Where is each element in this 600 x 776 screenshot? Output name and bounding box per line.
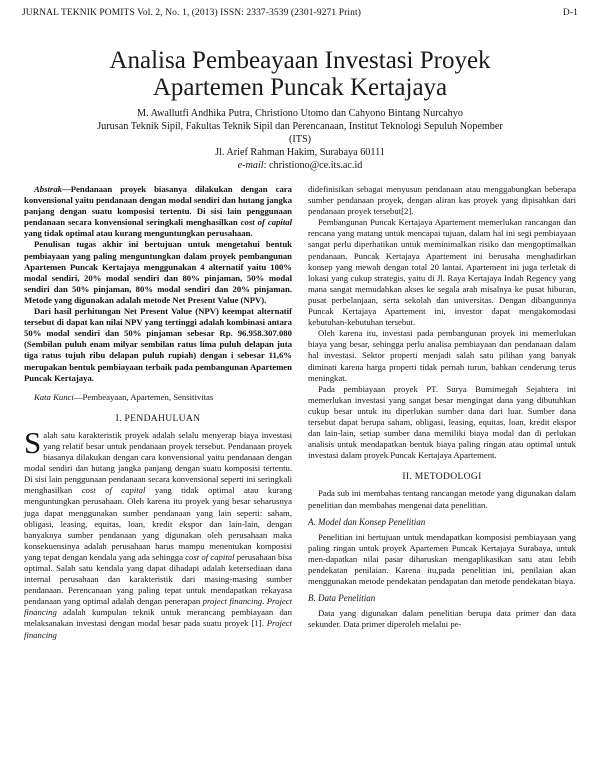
email-label: e-mail <box>237 160 264 171</box>
author-names: M. Awallutfi Andhika Putra, Christiono Utomo dan Cahyono Bintang Nurcahyo <box>137 108 463 119</box>
intro-p1-g: . <box>262 596 267 607</box>
subheading-data: B. Data Penelitian <box>308 593 376 604</box>
right-column <box>308 184 576 630</box>
intro-p1-c: yang tidak optimal atau kurang menguntungkan perusahaan. Oleh karena itu proyek yang besar seharusnya juga dapat menggunakan sumber pendanaan yang lain seperti: saham, obligasi, leasing, equitas, loan, kredit ekspor dan lain-lain, dengan banyaknya sumber pendanaan yang digunakan oleh perusahaan maka konsekuensinya adalah perusahaan harus mampu menentukan komposisi yang tepat dengan kendala yang ada sehingga <box>24 485 292 562</box>
keywords-label: Kata Kunci <box>34 391 74 402</box>
intro-p1 <box>24 424 292 641</box>
metodologi-pB: Data yang digunakan dalam penelitian berupa data primer dan data sekunder. Data primer diperoleh melalui pe- <box>308 608 576 630</box>
keywords-text: —Pembeayaan, Apartemen, Sensitivitas <box>73 391 214 402</box>
intro-p1-e: perusahaan bisa optimal. Salah satu kendala yang dapat dihadapi adalah ketersediaan dana internal perusahaan dan karakteristik dari masing-masing sumber pendanaan. Perencanaan yang paling tepat untuk mendapatkan rekayasa pendanaan yang optimal adalah dengan penerapan <box>24 551 292 607</box>
intro-p1-h: Project financing <box>24 596 292 618</box>
abstract-p3: Dari hasil perhitungan Net Present Value (NPV) keempat alternatif tersebut di dapat kan nilai NPV yang tertinggi adalah kombinasi antara 50% modal sendiri dan 50% pinjaman sebesar Rp. 96.958.307.080 (Sembilan puluh enam milyar sembilan ratus lima puluh delapan juta tiga ratus tujuh ribu delapan puluh rupiah) dengan i sebesar 11,6% merupakan bentuk pembiayaan terbaik pada pembangunan Apartemen Puncak Kertajaya. <box>24 306 292 383</box>
keywords <box>24 392 292 403</box>
abstract-text-c: yang tidak optimal atau kurang menguntungkan perusahaan. <box>24 228 253 239</box>
intro-p4: Pada pembiayaan proyek PT. Surya Bumimegah Sejahtera ini memerlukan investasi yang sangat besar mengingat dana yang dibutuhkan cukup besar untuk itu diperlukan sumber dana dari luar. Sumber dana tersebut dapat berupa saham, obligasi, leasing, equitas, loan, kredit ekspor dan lain-lain, setiap sumber dana memiliki biaya modal dan di perlukan analisis untuk mendapatkan bentuk biaya paling ringan atau optimal untuk investasi dalam proyek Puncak Kertajaya Apartement. <box>308 383 576 461</box>
title-line-2: Apartemen Puncak Kertajaya <box>152 74 448 101</box>
address: Jl. Arief Rahman Hakim, Surabaya 60111 <box>215 147 385 158</box>
intro-p1-j: Project financing <box>24 618 292 640</box>
intro-p1-i: adalah kumpulan teknik untuk merancang pembiayaan dan melaksanakan investasi dengan modal besar pada suatu proyek [1]. <box>24 607 292 629</box>
left-column <box>24 184 292 641</box>
abstract-text-a: —Pendanaan proyek biasanya dilakukan dengan cara konvensional yaitu pendanaan dengan modal sendiri dan hutang jangka panjang dengan suatu komposisi tertentu. Di sisi lain penggunaan pendanaan secara konvensional seringkali menghasilkan <box>24 184 292 228</box>
abstract-p1 <box>24 184 292 239</box>
affiliation: Jurusan Teknik Sipil, Fakultas Teknik Sipil dan Perencanaan, Institut Teknologi Sepuluh Nopember <box>97 121 503 132</box>
affiliation-its: (ITS) <box>288 134 312 145</box>
intro-p1-a: alah satu karakteristik proyek adalah selalu menyerap biaya investasi yang relatif besar untuk pendanaan proyek tersebut. Pendanaan proyek biasanya dilakukan dengan cara konvensional yaitu pendanaan dengan modal sendiri dan hutang jangka panjang dengan suatu komposisi tertentu. Di sisi lain penggunaan pendanaan secara konvensional seperti ini seringkali menghasilkan <box>24 429 292 496</box>
running-head <box>22 8 578 18</box>
author-block <box>20 107 580 172</box>
section-heading-pendahuluan: I. PENDAHULUAN <box>115 412 201 424</box>
journal-info: JURNAL TEKNIK POMITS Vol. 2, No. 1, (2013) ISSN: 2337-3539 (2301-9271 Print) <box>22 8 361 18</box>
intro-p2: Pembangunan Puncak Kertajaya Apartement memerlukan rancangan dan rencana yang matang untuk mencapai tujuan, dalam hal ini segi pembiayaan sangat perlu diperhatikan untuk meminimalkan risiko dan mengoptimalkan pendanaan. Puncak Kertajaya Apartement ini berusaha menghadirkan konsep yang mewah dengan total 20 lantai. Apartement ini juga terletak di lokasi yang cukup strategis, yaitu di Jl. Raya Kertajaya Indah Regency yang mana sangat memudahkan akses ke segala arah misalnya ke pusat hiburan, pusat perbelanjaan, serta sekolah dan universitas. Dengan dibangunnya Puncak Kertajaya Apartement ini, investor dapat mengakomodasi kebutuhan-kebutuhan tersebut. <box>308 217 576 328</box>
intro-p1-continued: didefinisikan sebagai menyusun pendanaan atau menggabungkan beberapa sumber pendanaan proyek, dengan aliran kas proyek yang dipisahkan dari pendanaan proyek tersebut[2]. <box>308 184 576 217</box>
abstract-text-b: cost of capital <box>240 217 293 228</box>
metodologi-pA: Penelitian ini bertujuan untuk mendapatkan komposisi pembiayaan yang paling ringan untuk proyek Apartemen Puncak Kertajaya Surabaya, untuk men-dapatkan nilai pasar diharuskan mengaplikasikan satu atau lebih pendekatan penilaian. Karena itu,pada penelitian ini, penilaian akan menggunakan metode pendekatan pendapatan dan metode pendekatan biaya. <box>308 531 576 587</box>
abstract-label: Abstrak <box>34 184 63 194</box>
email-address: : christiono@ce.its.ac.id <box>263 160 363 171</box>
abstract-p2: Penulisan tugas akhir ini bertujuan untuk mengetahui bentuk pembiayaan yang paling menguntungkan dalam proyek pembangunan Apartemen Puncak Kertajaya menggunakan 4 alternatif yaitu 100% modal sendiri, 20% modal sendiri dan 80% pinjaman, 50% modal sendiri dan 50% pinjaman, 80% modal sendiri dan 20% pinjaman. Metode yang digunakan adalah metode Net Present Value (NPV). <box>24 239 292 305</box>
page-number: D-1 <box>562 8 578 18</box>
intro-body <box>24 424 292 641</box>
email-line <box>20 159 580 172</box>
paper-title <box>0 47 600 101</box>
subheading-model: A. Model dan Konsep Penelitian <box>308 516 426 527</box>
abstract <box>24 184 292 384</box>
intro-p1-f: project financing <box>202 596 263 607</box>
title-line-1: Analisa Pembeayaan Investasi Proyek <box>109 47 491 74</box>
dropcap: S <box>24 424 42 460</box>
section-heading-metodologi: II. METODOLOGI <box>402 471 482 483</box>
metodologi-intro: Pada sub ini membahas tentang rancangan metode yang digunakan dalam penelitian dan membahas mengenai data penelitian. <box>308 488 576 510</box>
intro-p1-b: cost of capital <box>81 485 146 496</box>
intro-p1-d: cost of capital <box>185 551 235 562</box>
intro-p3: Oleh karena itu, investasi pada pembangunan proyek ini memerlukan biaya yang besar, sehingga perlu analisa pembiayaan dan pendanaan dalam hal investasi. Sektor properti menjadi salah satu pilihan yang banyak diminati karena harga properti tidak pernah turun, bahkan cenderung terus meningkat. <box>308 328 576 383</box>
